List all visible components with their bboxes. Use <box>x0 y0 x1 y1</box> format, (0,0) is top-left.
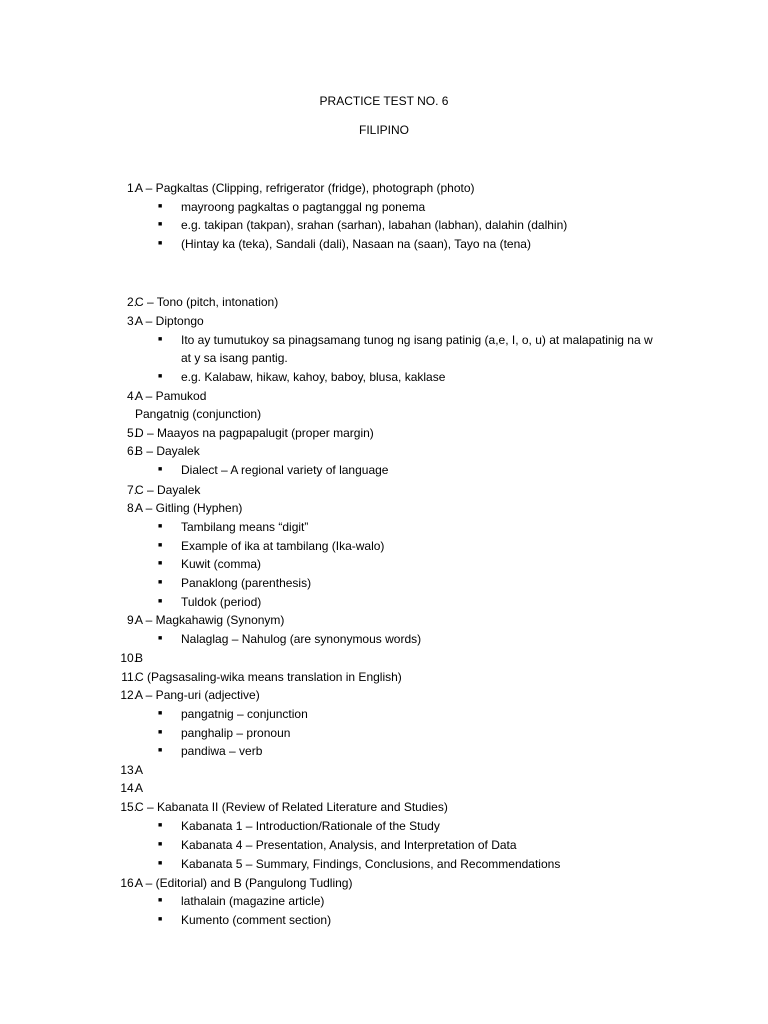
bullet-icon: ■ <box>158 542 163 549</box>
bullet-text: lathalain (magazine article) <box>181 894 325 908</box>
bullet-icon: ■ <box>158 897 163 904</box>
page-title: PRACTICE TEST NO. 6 <box>319 94 449 108</box>
bullet-text: Kumento (comment section) <box>181 913 332 927</box>
answer-number: 10. <box>120 651 137 665</box>
bullet-icon: ■ <box>158 203 163 210</box>
bullet-icon: ■ <box>158 635 163 642</box>
page-subtitle: FILIPINO <box>358 123 409 137</box>
bullet-icon: ■ <box>158 579 163 586</box>
bullet-text: (Hintay ka (teka), Sandali (dali), Nasaan na (saan), Tayo na (tena) <box>181 237 531 251</box>
bullet-icon: ■ <box>158 916 163 923</box>
answer-text: B – Dayalek <box>135 444 200 458</box>
bullet-text: Panaklong (parenthesis) <box>181 576 312 590</box>
bullet-icon: ■ <box>158 466 163 473</box>
answer-text: A – Pagkaltas (Clipping, refrigerator (fridge), photograph (photo) <box>135 181 475 195</box>
bullet-text: Dialect – A regional variety of language <box>181 463 389 477</box>
bullet-text: at y sa isang pantig. <box>181 351 288 365</box>
answer-number: 7. <box>126 483 137 497</box>
answer-number: 2. <box>126 295 137 309</box>
bullet-text: Kuwit (comma) <box>181 557 262 571</box>
answer-number: 11. <box>121 670 137 684</box>
bullet-icon: ■ <box>158 841 163 848</box>
answer-text: A – Diptongo <box>135 314 204 328</box>
answer-text: A – Pamukod <box>135 389 207 403</box>
bullet-text: Kabanata 5 – Summary, Findings, Conclusions, and Recommendations <box>181 857 561 871</box>
answer-number: 6. <box>126 444 137 458</box>
answer-number: 16. <box>120 876 137 890</box>
answer-number: 4. <box>126 389 137 403</box>
bullet-text: pangatnig – conjunction <box>181 707 308 721</box>
answer-text: C – Tono (pitch, intonation) <box>135 295 279 309</box>
bullet-text: Kabanata 4 – Presentation, Analysis, and Interpretation of Data <box>181 838 517 852</box>
answer-number: 14. <box>120 781 137 795</box>
answer-text: A – Pang-uri (adjective) <box>135 688 260 702</box>
answer-number: 15. <box>120 800 137 814</box>
bullet-text: e.g. takipan (takpan), srahan (sarhan), labahan (labhan), dalahin (dalhin) <box>181 218 568 232</box>
bullet-icon: ■ <box>158 560 163 567</box>
bullet-text: mayroong pagkaltas o pagtanggal ng ponema <box>181 200 426 214</box>
bullet-icon: ■ <box>158 747 163 754</box>
bullet-icon: ■ <box>158 221 163 228</box>
answer-text: A – Gitling (Hyphen) <box>135 501 243 515</box>
answer-text: C (Pagsasaling-wika means translation in English) <box>135 670 402 684</box>
bullet-icon: ■ <box>158 860 163 867</box>
answer-text: A – Magkahawig (Synonym) <box>135 613 285 627</box>
bullet-text: e.g. Kalabaw, hikaw, kahoy, baboy, blusa, kaklase <box>181 370 446 384</box>
bullet-icon: ■ <box>158 598 163 605</box>
bullet-text: Tambilang means “digit” <box>181 520 309 534</box>
answer-number: 13. <box>120 763 137 777</box>
bullet-icon: ■ <box>158 729 163 736</box>
answer-text: A <box>135 781 144 795</box>
answer-text: C – Kabanata II (Review of Related Literature and Studies) <box>135 800 448 814</box>
answer-number: 8. <box>126 501 137 515</box>
bullet-text: Ito ay tumutukoy sa pinagsamang tunog ng isang patinig (a,e, I, o, u) at malapatinig na w <box>181 333 653 347</box>
bullet-text: pandiwa – verb <box>181 744 263 758</box>
bullet-icon: ■ <box>158 822 163 829</box>
answer-text: D – Maayos na pagpapalugit (proper margin) <box>135 426 374 440</box>
answer-text: A <box>135 763 144 777</box>
answer-number: 1. <box>126 181 137 195</box>
bullet-text: Example of ika at tambilang (Ika-walo) <box>181 539 385 553</box>
bullet-text: Kabanata 1 – Introduction/Rationale of the Study <box>181 819 440 833</box>
answer-text: A – (Editorial) and B (Pangulong Tudling) <box>135 876 353 890</box>
bullet-text: Tuldok (period) <box>181 595 262 609</box>
answer-text: C – Dayalek <box>135 483 201 497</box>
bullet-icon: ■ <box>158 336 163 343</box>
bullet-text: Nalaglag – Nahulog (are synonymous words) <box>181 632 422 646</box>
bullet-icon: ■ <box>158 240 163 247</box>
answer-continuation: Pangatnig (conjunction) <box>135 407 262 421</box>
answer-number: 3. <box>126 314 137 328</box>
bullet-icon: ■ <box>158 710 163 717</box>
answer-text: B <box>135 651 144 665</box>
bullet-text: panghalip – pronoun <box>181 726 291 740</box>
answer-number: 5. <box>126 426 137 440</box>
answer-number: 12. <box>120 688 137 702</box>
bullet-icon: ■ <box>158 523 163 530</box>
bullet-icon: ■ <box>158 373 163 380</box>
answer-number: 9. <box>126 613 137 627</box>
